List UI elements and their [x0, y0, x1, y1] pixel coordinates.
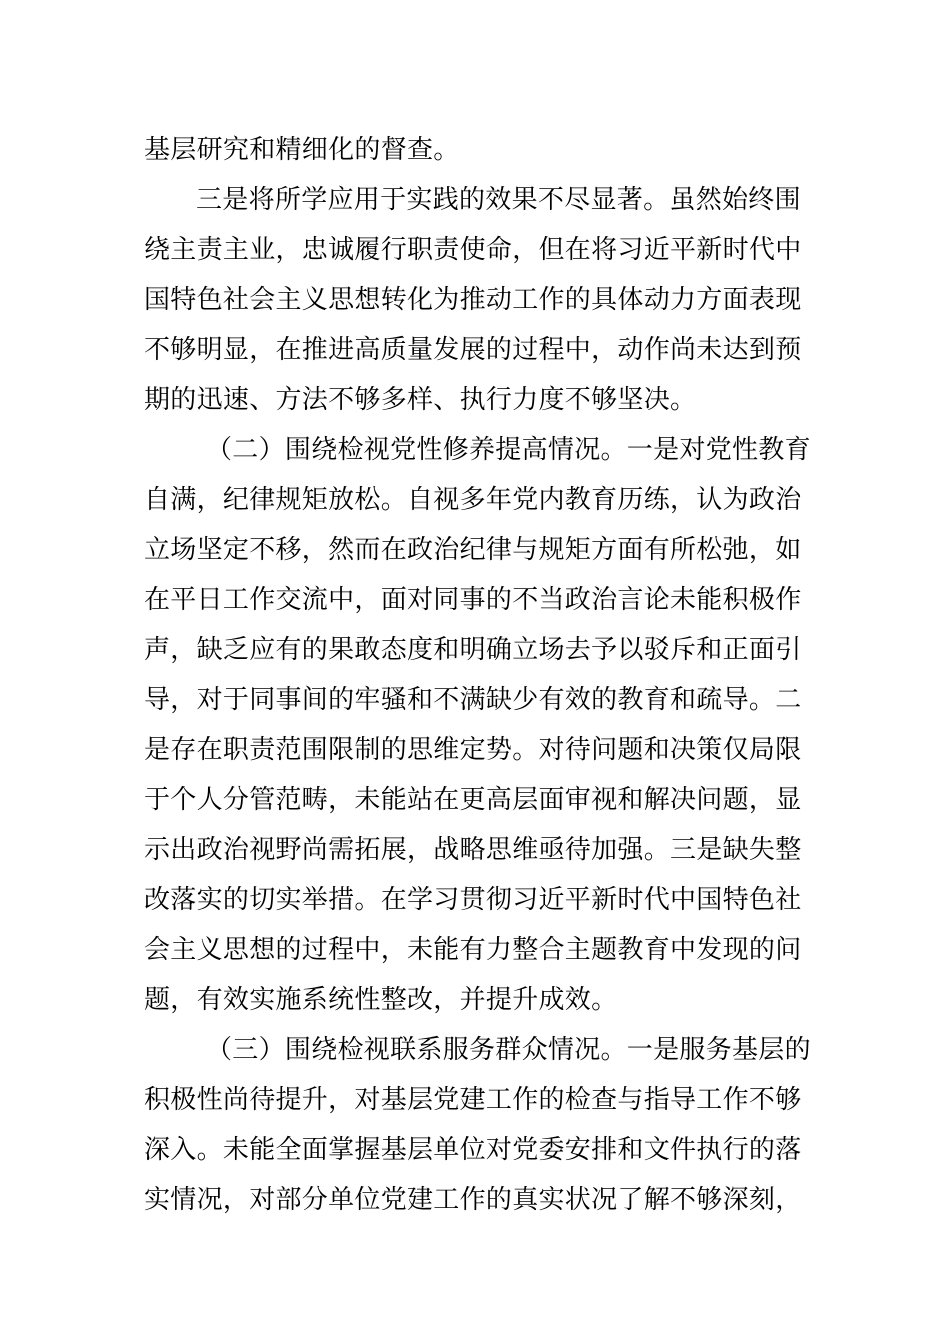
text-line: 国特色社会主义思想转化为推动工作的具体动力方面表现 — [144, 285, 802, 315]
text-line: 绕主责主业，忠诚履行职责使命，但在将习近平新时代中 — [144, 235, 802, 265]
text-line: 改落实的切实举措。在学习贯彻习近平新时代中国特色社 — [144, 885, 802, 915]
text-line: 是存在职责范围限制的思维定势。对待问题和决策仅局限 — [144, 735, 802, 765]
text-line: 于个人分管范畴，未能站在更高层面审视和解决问题，显 — [144, 785, 802, 815]
text-line: 示出政治视野尚需拓展，战略思维亟待加强。三是缺失整 — [144, 835, 802, 865]
text-line: 在平日工作交流中，面对同事的不当政治言论未能积极作 — [144, 585, 802, 615]
text-line: 积极性尚待提升，对基层党建工作的检查与指导工作不够 — [144, 1085, 802, 1115]
text-line: （三）围绕检视联系服务群众情况。一是服务基层的 — [206, 1035, 811, 1065]
text-line: 声，缺乏应有的果敢态度和明确立场去予以驳斥和正面引 — [144, 635, 802, 665]
text-line: 导，对于同事间的牢骚和不满缺少有效的教育和疏导。二 — [144, 685, 802, 715]
text-line: 不够明显，在推进高质量发展的过程中，动作尚未达到预 — [144, 335, 802, 365]
text-line: 自满，纪律规矩放松。自视多年党内教育历练，认为政治 — [144, 485, 802, 515]
text-line: 会主义思想的过程中，未能有力整合主题教育中发现的问 — [144, 935, 802, 965]
text-line: 基层研究和精细化的督查。 — [144, 135, 460, 165]
text-line: 题，有效实施系统性整改，并提升成效。 — [144, 985, 618, 1015]
text-line: （二）围绕检视党性修养提高情况。一是对党性教育 — [206, 435, 811, 465]
text-line: 深入。未能全面掌握基层单位对党委安排和文件执行的落 — [144, 1135, 802, 1165]
text-line: 实情况，对部分单位党建工作的真实状况了解不够深刻， — [144, 1185, 802, 1215]
text-line: 三是将所学应用于实践的效果不尽显著。虽然始终围 — [196, 185, 801, 215]
text-line: 期的迅速、方法不够多样、执行力度不够坚决。 — [144, 385, 697, 415]
text-line: 立场坚定不移，然而在政治纪律与规矩方面有所松弛，如 — [144, 535, 802, 565]
